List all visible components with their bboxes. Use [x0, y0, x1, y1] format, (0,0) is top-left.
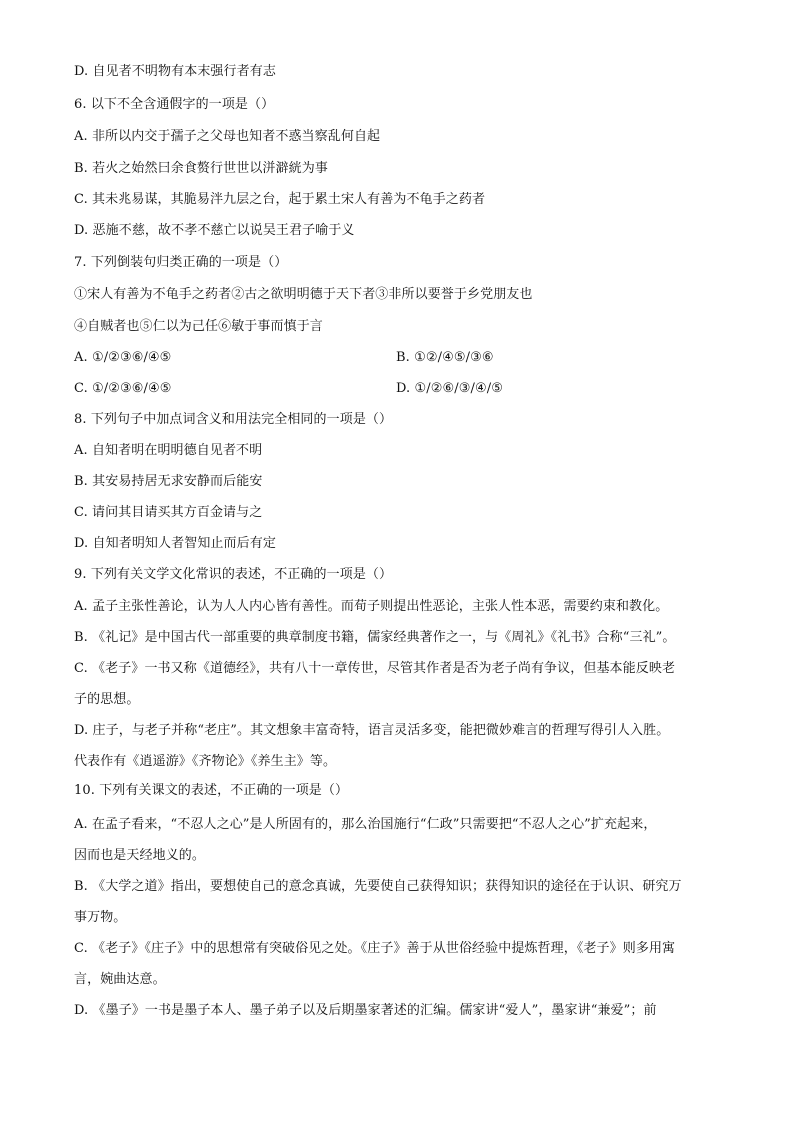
q7-sentences-line-1: ①宋人有善为不龟手之药者②古之欲明明德于天下者③非所以要誉于乡党朋友也 [74, 287, 533, 302]
q9-option-c-line-1: C. 《老子》一书又称《道德经》，共有八十一章传世，尽管其作者是否为老子尚有争议，但基本能反映老 [74, 661, 676, 676]
q10-stem: 10. 下列有关课文的表述，不正确的一项是（） [74, 783, 349, 798]
q7-option-a: A. ①/②③⑥/④⑤ [74, 350, 172, 365]
q9-stem: 9. 下列有关文学文化常识的表述，不正确的一项是（） [74, 567, 393, 582]
q10-option-c-line-1: C. 《老子》《庄子》中的思想常有突破俗见之处。《庄子》善于从世俗经验中提炼哲理，《老子》则多用寓 [74, 941, 676, 956]
q6-stem: 6. 以下不全含通假字的一项是（） [74, 97, 275, 112]
q8-stem: 8. 下列句子中加点词含义和用法完全相同的一项是（） [74, 412, 393, 427]
q10-option-a-line-1: A. 在孟子看来，“不忍人之心”是人所固有的，那么治国施行“仁政”只需要把“不忍人之心”扩充起来， [74, 817, 657, 832]
q6-option-c: C. 其未兆易谋，其脆易泮九层之台，起于累土宋人有善为不龟手之药者 [74, 192, 486, 207]
q10-option-d-line-1: D. 《墨子》一书是墨子本人、墨子弟子以及后期墨家著述的汇编。儒家讲“爱人”，墨家讲“兼爱”；前 [74, 1003, 657, 1018]
q7-option-c: C. ①/②③⑥/④⑤ [74, 381, 172, 396]
q8-option-b: B. 其安易持居无求安静而后能安 [74, 474, 263, 489]
q7-sentences-line-2: ④自贼者也⑤仁以为己任⑥敏于事而慎于言 [74, 319, 323, 334]
q9-option-b: B. 《礼记》是中国古代一部重要的典章制度书籍，儒家经典著作之一，与《周礼》《礼书》合称“三礼”。 [74, 630, 676, 645]
q10-option-c-line-2: 言，婉曲达意。 [74, 972, 166, 987]
q6-option-d: D. 恶施不慈，故不孝不慈亡以说吴王君子喻于义 [74, 223, 355, 238]
q9-option-d-line-1: D. 庄子，与老子并称“老庄”。其文想象丰富奇特，语言灵活多变，能把微妙难言的哲理写得引人入胜。 [74, 723, 670, 738]
q8-option-d: D. 自知者明知人者智知止而后有定 [74, 536, 276, 551]
q10-option-b-line-1: B. 《大学之道》指出，要想使自己的意念真诚，先要使自己获得知识；获得知识的途径在于认识、研究万 [74, 879, 682, 894]
q10-option-a-line-2: 因而也是天经地义的。 [74, 848, 206, 863]
q9-option-a: A. 孟子主张性善论，认为人人内心皆有善性。而荀子则提出性恶论，主张人性本恶，需要约束和教化。 [74, 599, 669, 614]
q6-option-a: A. 非所以内交于孺子之父母也知者不惑当察乱何自起 [74, 129, 381, 144]
q5-option-d: D. 自见者不明物有本末强行者有志 [74, 64, 276, 79]
q10-option-b-line-2: 事万物。 [74, 910, 127, 925]
q8-option-a: A. 自知者明在明明德自见者不明 [74, 443, 263, 458]
q9-option-d-line-2: 代表作有《逍遥游》《齐物论》《养生主》等。 [74, 754, 337, 769]
q7-option-d: D. ①/②⑥/③/④/⑤ [396, 381, 503, 396]
q7-option-b: B. ①②/④⑤/③⑥ [396, 350, 494, 365]
q8-option-c: C. 请问其目请买其方百金请与之 [74, 505, 263, 520]
q6-option-b: B. 若火之始然曰余食赘行世世以洴澼絖为事 [74, 161, 328, 176]
q9-option-c-line-2: 子的思想。 [74, 692, 140, 707]
q7-stem: 7. 下列倒装句归类正确的一项是（） [74, 255, 288, 270]
